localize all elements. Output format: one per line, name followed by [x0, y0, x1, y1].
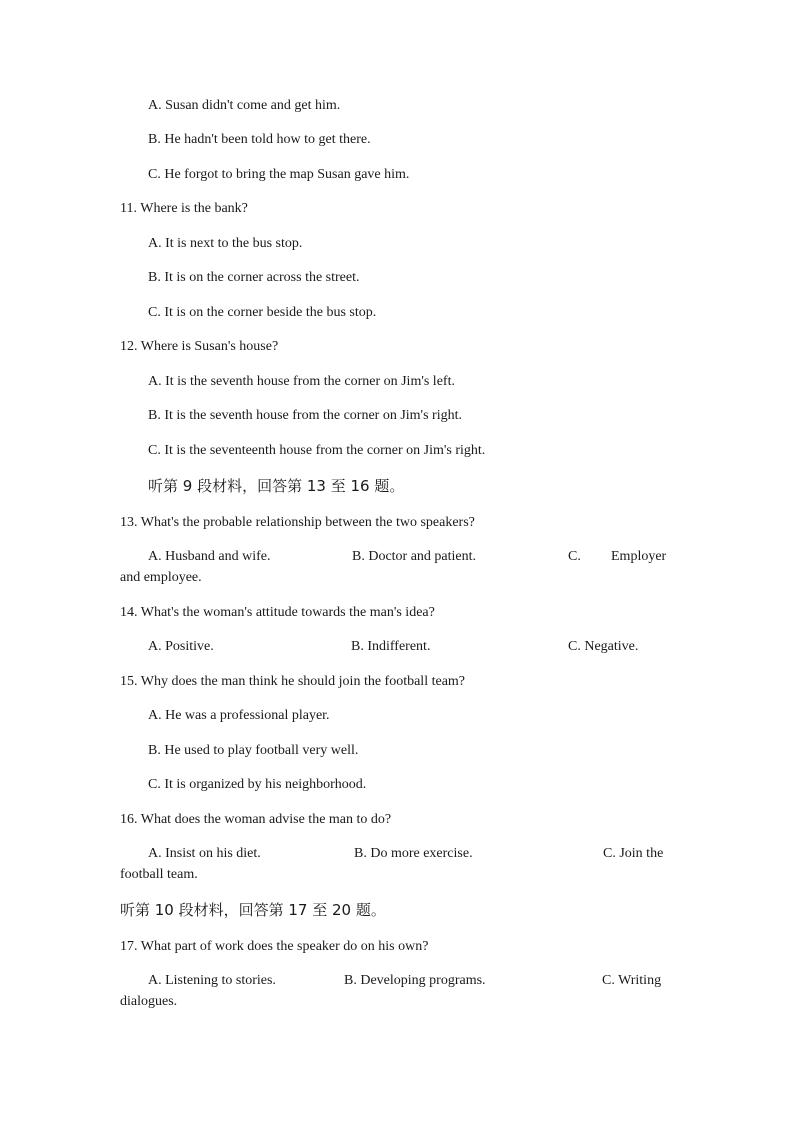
question-12: 12. Where is Susan's house? [120, 339, 279, 354]
option-a: A. It is the seventh house from the corner on Jim's left. [148, 374, 455, 389]
option-b: B. Doctor and patient. [352, 549, 477, 564]
question-13: 13. What's the probable relationship between the two speakers? [120, 515, 475, 530]
option-c-continuation: football team. [120, 867, 198, 882]
option-c: C. Join the [603, 846, 664, 861]
question-15: 15. Why does the man think he should join the football team? [120, 674, 466, 689]
section-9-heading: 听第 9 段材料，回答第 13 至 16 题。 [148, 477, 405, 495]
option-b: B. Indifferent. [351, 639, 431, 654]
option-c: C. It is organized by his neighborhood. [148, 777, 367, 792]
option-c-text: Employer [611, 549, 667, 564]
option-b: B. He used to play football very well. [148, 743, 359, 758]
section-10-heading: 听第 10 段材料，回答第 17 至 20 题。 [120, 901, 386, 919]
option-c: C. Writing [602, 973, 662, 988]
question-11: 11. Where is the bank? [120, 201, 248, 216]
option-c: C. It is on the corner beside the bus stop. [148, 305, 377, 320]
option-c: C. It is the seventeenth house from the corner on Jim's right. [148, 443, 486, 458]
option-c-continuation: and employee. [120, 570, 202, 585]
question-17: 17. What part of work does the speaker do on his own? [120, 939, 429, 954]
option-c: C. He forgot to bring the map Susan gave him. [148, 167, 410, 182]
option-a: A. He was a professional player. [148, 708, 330, 723]
question-14: 14. What's the woman's attitude towards the man's idea? [120, 605, 435, 620]
option-b: B. It is the seventh house from the corner on Jim's right. [148, 408, 462, 423]
question-16: 16. What does the woman advise the man to do? [120, 812, 392, 827]
option-a: A. Husband and wife. [148, 549, 271, 564]
option-a: A. Susan didn't come and get him. [148, 98, 341, 113]
option-a: A. Insist on his diet. [148, 846, 261, 861]
option-b: B. It is on the corner across the street. [148, 270, 360, 285]
option-c: C. Negative. [568, 639, 639, 654]
option-a: A. It is next to the bus stop. [148, 236, 303, 251]
option-c-continuation: dialogues. [120, 994, 178, 1009]
option-b: B. He hadn't been told how to get there. [148, 132, 371, 147]
option-a: A. Positive. [148, 639, 214, 654]
option-a: A. Listening to stories. [148, 973, 276, 988]
option-b: B. Developing programs. [344, 973, 486, 988]
option-c: C. [568, 549, 581, 564]
option-b: B. Do more exercise. [354, 846, 473, 861]
